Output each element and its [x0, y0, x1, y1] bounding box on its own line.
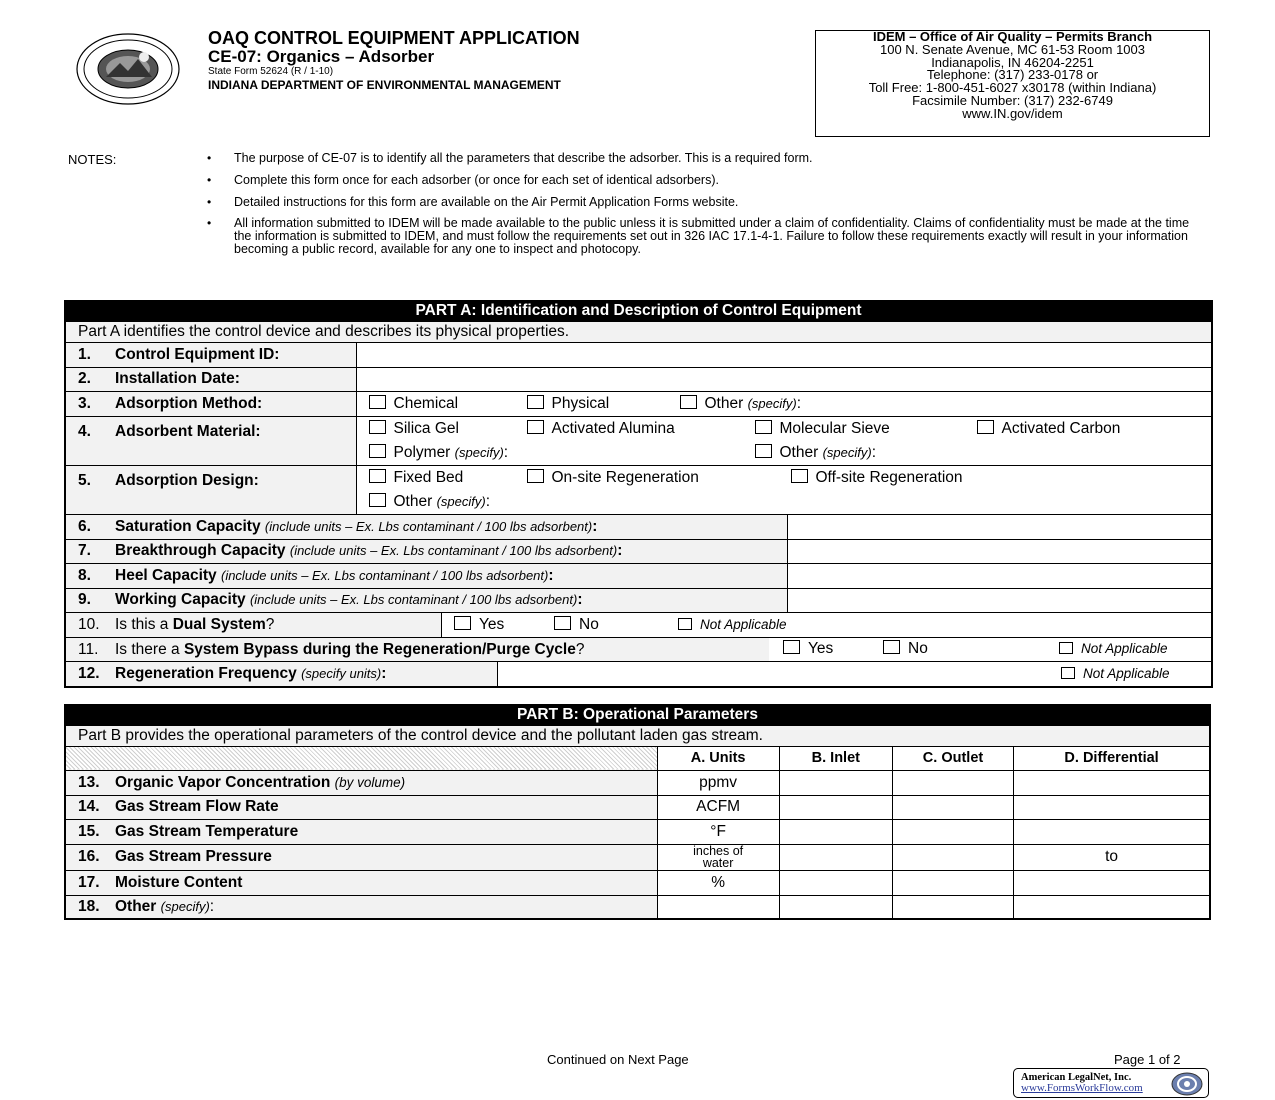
q4-label: 4. Adsorbent Material:: [65, 416, 356, 465]
form-number: State Form 52624 (R / 1-10): [208, 66, 334, 77]
inlet-column-header: B. Inlet: [779, 746, 892, 770]
molecular-sieve-checkbox[interactable]: [755, 420, 772, 434]
other-design-checkbox[interactable]: [369, 493, 386, 507]
q1-label: 1. Control Equipment ID:: [65, 342, 356, 367]
note-item: • Complete this form once for each adsorber (or once for each set of identical adsorbers).: [206, 174, 1206, 187]
dual-system-yes-checkbox[interactable]: [454, 616, 471, 630]
q11-label: 11. Is there a System Bypass during the Regeneration/Purge Cycle?: [66, 638, 769, 661]
differential-cell[interactable]: [1014, 870, 1210, 895]
globe-icon: [1170, 1072, 1204, 1096]
dual-system-na-checkbox[interactable]: [678, 618, 692, 630]
website: www.IN.gov/idem: [962, 105, 1063, 121]
logo-url[interactable]: www.FormsWorkFlow.com: [1021, 1082, 1143, 1094]
differential-cell[interactable]: [1014, 770, 1210, 795]
q5-label: 5. Adsorption Design:: [65, 465, 356, 514]
address-box: [815, 30, 1210, 137]
hatched-header-cell: [65, 746, 657, 770]
city-address: Indianapolis, IN 46204-2251: [931, 54, 1094, 70]
toll-free: Toll Free: 1-800-451-6027 x30178 (within Indiana): [868, 80, 1157, 96]
control-equipment-id-field[interactable]: [356, 342, 1212, 367]
saturation-capacity-field[interactable]: [787, 514, 1212, 539]
adsorbent-material-options: Silica Gel Activated Alumina Molecular Sieve Activated Carbon Polymer (specify): Other (specify):: [356, 416, 1212, 465]
q3-label: 3. Adsorption Method:: [65, 391, 356, 416]
physical-checkbox[interactable]: [527, 395, 544, 409]
notes-list: [206, 152, 1206, 265]
note-item: • The purpose of CE-07 is to identify all the parameters that describe the adsorber. This is a required form.: [206, 152, 1206, 165]
part-a-description: Part A identifies the control device and describes its physical properties.: [65, 321, 1212, 342]
other-material-checkbox[interactable]: [755, 444, 772, 458]
note-item: • Detailed instructions for this form are available on the Air Permit Application Forms website.: [206, 196, 1206, 209]
state-seal: [76, 33, 180, 105]
offsite-regeneration-checkbox[interactable]: [791, 469, 808, 483]
q11-row: 11. Is there a System Bypass during the Regeneration/Purge Cycle? Yes No Not Applicable: [65, 637, 1212, 661]
table-row: 14. Gas Stream Flow Rate ACFM: [65, 795, 1210, 819]
outlet-column-header: C. Outlet: [892, 746, 1013, 770]
department-name: INDIANA DEPARTMENT OF ENVIRONMENTAL MANAGEMENT: [208, 78, 561, 92]
differential-cell[interactable]: [1014, 895, 1210, 919]
differential-cell[interactable]: [1014, 795, 1210, 819]
bypass-na-checkbox[interactable]: [1059, 642, 1073, 654]
q9-label: 9. Working Capacity (include units – Ex. Lbs contaminant / 100 lbs adsorbent):: [65, 588, 787, 612]
q10-label: 10. Is this a Dual System?: [66, 613, 442, 637]
fixed-bed-checkbox[interactable]: [369, 469, 386, 483]
inlet-cell[interactable]: [779, 795, 892, 819]
inlet-cell[interactable]: [779, 870, 892, 895]
installation-date-field[interactable]: [356, 367, 1212, 391]
outlet-cell[interactable]: [892, 870, 1013, 895]
inlet-cell[interactable]: [779, 844, 892, 870]
table-row: 18. Other (specify):: [65, 895, 1210, 919]
notes-label: NOTES:: [68, 152, 117, 167]
form-subtitle: CE-07: Organics – Adsorber: [208, 47, 435, 66]
differential-cell[interactable]: to: [1014, 844, 1210, 870]
continued-note: Continued on Next Page: [547, 1052, 689, 1067]
fax-number: Facsimile Number: (317) 232-6749: [912, 92, 1113, 108]
dual-system-no-checkbox[interactable]: [554, 616, 571, 630]
q7-label: 7. Breakthrough Capacity (include units – Ex. Lbs contaminant / 100 lbs adsorbent):: [65, 539, 787, 563]
telephone: Telephone: (317) 233-0178 or: [926, 67, 1099, 83]
note-item: • All information submitted to IDEM will be made available to the public unless it is submitted under a claim of confidentiality. Claims of confidentiality must be made at the time the information is submitted to IDEM, and must follow the requirements set out in 326 IAC 17.1-4-1. Failure to follow these requirements exactly will result in your information becoming a public record, available for any one to inspect and photocopy.: [206, 217, 1206, 255]
part-b-table: [64, 704, 1211, 920]
differential-cell[interactable]: [1014, 819, 1210, 844]
units-column-header: A. Units: [657, 746, 779, 770]
q10-row: 10. Is this a Dual System? Yes No Not Applicable: [65, 612, 1212, 637]
heel-capacity-field[interactable]: [787, 563, 1212, 588]
working-capacity-field[interactable]: [787, 588, 1212, 612]
onsite-regeneration-checkbox[interactable]: [527, 469, 544, 483]
publisher-logo[interactable]: [1013, 1068, 1209, 1098]
part-b-title: PART B: Operational Parameters: [65, 705, 1210, 725]
form-header: [208, 29, 580, 92]
outlet-cell[interactable]: [892, 895, 1013, 919]
inlet-cell[interactable]: [779, 770, 892, 795]
outlet-cell[interactable]: [892, 770, 1013, 795]
q2-label: 2. Installation Date:: [65, 367, 356, 391]
outlet-cell[interactable]: [892, 795, 1013, 819]
silica-gel-checkbox[interactable]: [369, 420, 386, 434]
q12-label: 12. Regeneration Frequency (specify units):: [66, 662, 498, 686]
part-a-title: PART A: Identification and Description of Control Equipment: [65, 301, 1212, 321]
form-title: OAQ CONTROL EQUIPMENT APPLICATION: [208, 28, 580, 48]
regeneration-na-checkbox[interactable]: [1061, 667, 1075, 679]
bypass-yes-checkbox[interactable]: [783, 640, 800, 654]
street-address: 100 N. Senate Avenue, MC 61-53 Room 1003: [880, 41, 1145, 57]
polymer-checkbox[interactable]: [369, 444, 386, 458]
table-row: 16. Gas Stream Pressure inches of water to: [65, 844, 1210, 870]
logo-name: American LegalNet, Inc.: [1021, 1072, 1132, 1083]
adsorption-design-options: Fixed Bed On-site Regeneration Off-site Regeneration Other (specify):: [356, 465, 1212, 514]
q6-label: 6. Saturation Capacity (include units – Ex. Lbs contaminant / 100 lbs adsorbent):: [65, 514, 787, 539]
q8-label: 8. Heel Capacity (include units – Ex. Lbs contaminant / 100 lbs adsorbent):: [65, 563, 787, 588]
part-a-table: [64, 300, 1213, 688]
other-method-checkbox[interactable]: [680, 395, 697, 409]
q12-row: 12. Regeneration Frequency (specify units): Not Applicable: [65, 661, 1212, 687]
inlet-cell[interactable]: [779, 895, 892, 919]
office-name: IDEM – Office of Air Quality – Permits Branch: [872, 29, 1153, 44]
table-row: 13. Organic Vapor Concentration (by volume) ppmv: [65, 770, 1210, 795]
part-b-description: Part B provides the operational parameters of the control device and the pollutant laden gas stream.: [65, 725, 1210, 746]
chemical-checkbox[interactable]: [369, 395, 386, 409]
breakthrough-capacity-field[interactable]: [787, 539, 1212, 563]
activated-alumina-checkbox[interactable]: [527, 420, 544, 434]
activated-carbon-checkbox[interactable]: [977, 420, 994, 434]
table-row: 15. Gas Stream Temperature °F: [65, 819, 1210, 844]
other-unit-cell[interactable]: [657, 895, 779, 919]
adsorption-method-options: Chemical Physical Other (specify):: [356, 391, 1212, 416]
table-row: 17. Moisture Content %: [65, 870, 1210, 895]
outlet-cell[interactable]: [892, 844, 1013, 870]
outlet-cell[interactable]: [892, 819, 1013, 844]
inlet-cell[interactable]: [779, 819, 892, 844]
page-number: Page 1 of 2: [1114, 1052, 1181, 1067]
differential-column-header: D. Differential: [1014, 746, 1210, 770]
bypass-no-checkbox[interactable]: [883, 640, 900, 654]
